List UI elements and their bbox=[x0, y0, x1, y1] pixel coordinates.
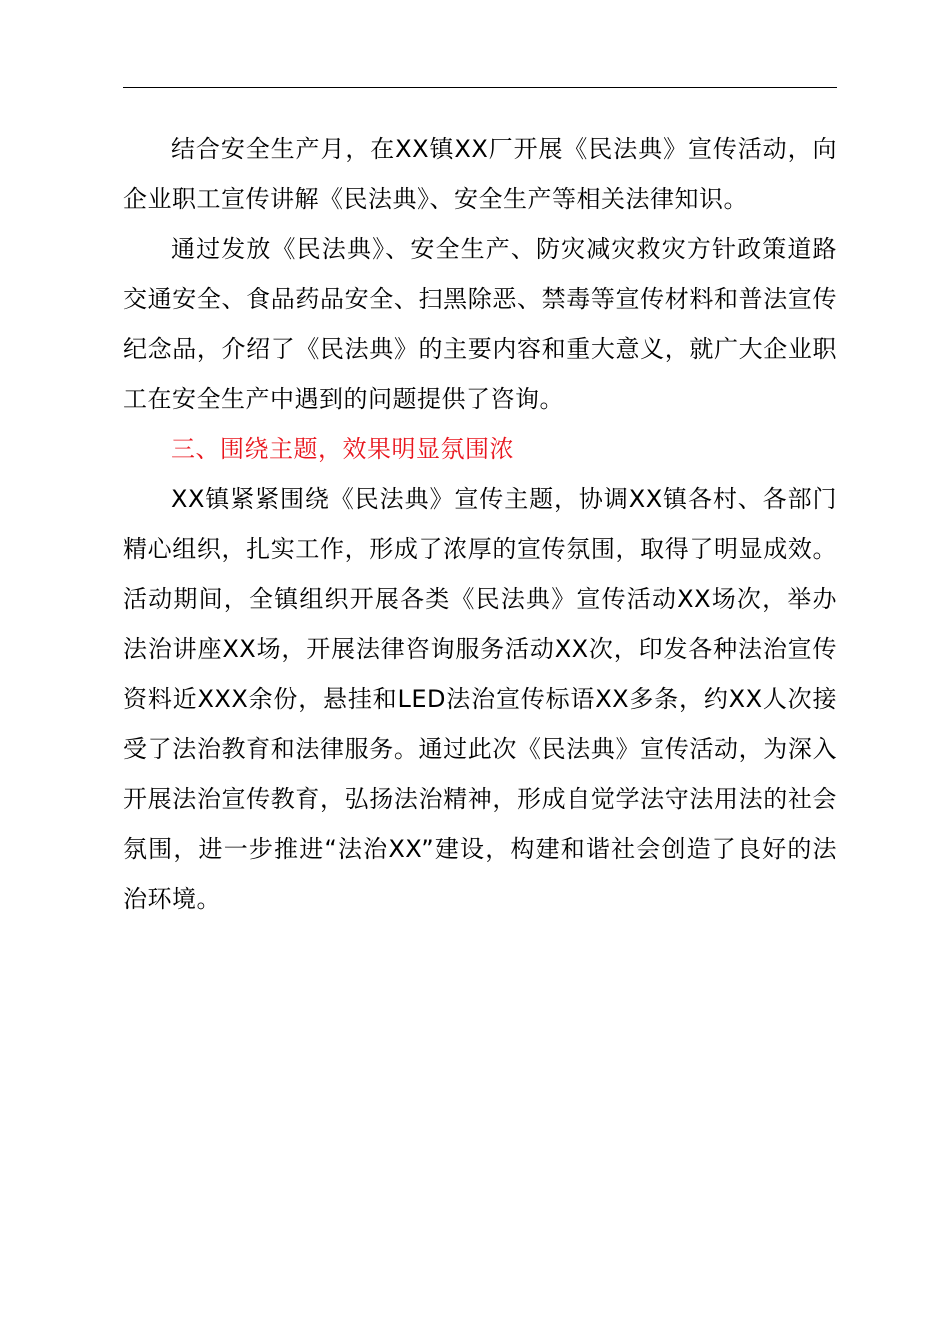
section-heading: 三、围绕主题，效果明显氛围浓 bbox=[171, 435, 514, 463]
body-paragraph: XX镇紧紧围绕《民法典》宣传主题，协调XX镇各村、各部门精心组织，扎实工作，形成了浓厚的宣传氛围，取得了明显成效。活动期间，全镇组织开展各类《民法典》宣传活动XX场次，举办法治讲座XX场，开展法律咨询服务活动XX次，印发各种法治宣传资料近XXX余份，悬挂和LED法治宣传标语XX多条，约XX人次接受了法治教育和法律服务。通过此次《民法典》宣传活动，为深入开展法治宣传教育，弘扬法治精神，形成自觉学法守法用法的社会氛围，进一步推进“法治XX”建设，构建和谐社会创造了良好的法治环境。 bbox=[123, 485, 837, 913]
body-paragraph: 通过发放《民法典》、安全生产、防灾减灾救灾方针政策道路交通安全、食品药品安全、扫黑除恶、禁毒等宣传材料和普法宣传纪念品，介绍了《民法典》的主要内容和重大意义，就广大企业职工在安全生产中遇到的问题提供了咨询。 bbox=[123, 235, 837, 413]
body-paragraph: 结合安全生产月，在XX镇XX厂开展《民法典》宣传活动，向企业职工宣传讲解《民法典》、安全生产等相关法律知识。 bbox=[123, 135, 837, 213]
document-body bbox=[123, 124, 837, 924]
header-rule bbox=[123, 87, 837, 88]
